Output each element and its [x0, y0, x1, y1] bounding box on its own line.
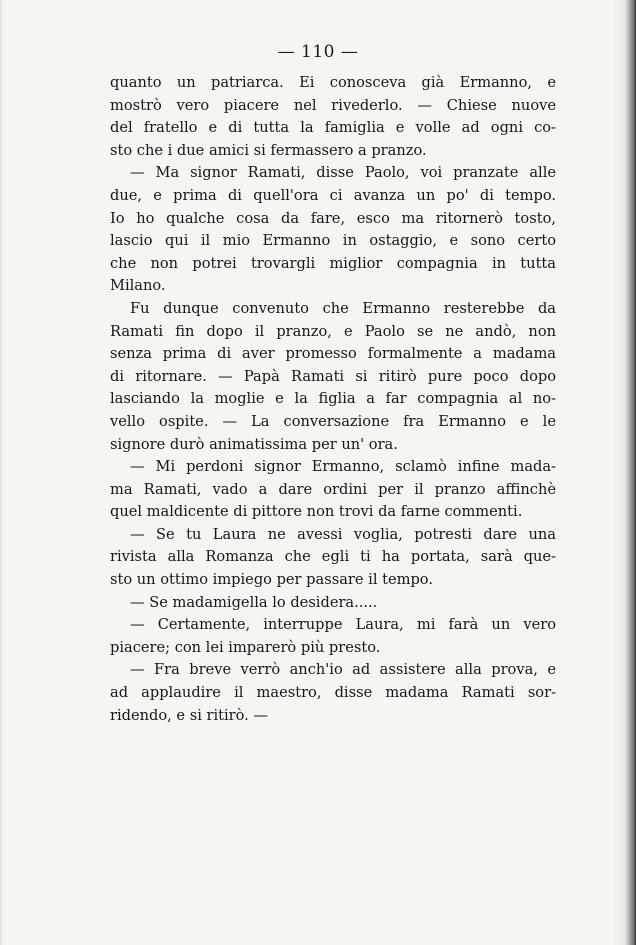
text-line: lasciando la moglie e la figlia a far compagnia al no- [110, 390, 556, 408]
paragraph [110, 162, 556, 298]
text-line: quel maldicente di pittore non trovi da farne commenti. [110, 503, 523, 521]
text-line: di ritornare. — Papà Ramati si ritirò pure poco dopo [110, 367, 556, 385]
text-line: vello ospite. — La conversazione fra Ermanno e le [110, 412, 556, 430]
text-line: lascio qui il mio Ermanno in ostaggio, e sono certo [110, 232, 556, 250]
text-line: che non potrei trovargli miglior compagnia in tutta [110, 254, 556, 272]
text-line: — Certamente, interruppe Laura, mi farà un vero [130, 616, 556, 634]
text-line: del fratello e di tutta la famiglia e volle ad ogni co- [110, 119, 556, 137]
text-line: Io ho qualche cosa da fare, esco ma ritornerò tosto, [110, 209, 556, 227]
page-left-edge-shadow [0, 0, 4, 945]
text-line: Fu dunque convenuto che Ermanno resterebbe da [130, 299, 556, 317]
text-line: signore durò animatissima per un' ora. [110, 435, 398, 453]
text-line: sto che i due amici si fermassero a pranzo. [110, 141, 427, 159]
text-line: quanto un patriarca. Ei conosceva già Ermanno, e [110, 74, 556, 91]
text-line: ma Ramati, vado a dare ordini per il pranzo affinchè [110, 480, 556, 498]
book-spine-shadow [614, 0, 636, 945]
paragraph [110, 72, 556, 162]
paragraph [110, 524, 556, 592]
text-line: — Ma signor Ramati, disse Paolo, voi pranzate alle [130, 164, 556, 182]
text-line: Milano. [110, 277, 166, 295]
text-line: ad applaudire il maestro, disse madama Ramati sor- [110, 684, 556, 702]
paragraph [110, 592, 556, 615]
text-line: piacere; con lei imparerò più presto. [110, 638, 381, 656]
paragraph [110, 456, 556, 524]
body-text [110, 72, 556, 727]
text-line: — Se tu Laura ne avessi voglia, potresti dare una [130, 525, 556, 543]
text-line: — Mi perdoni signor Ermanno, sclamò infine mada- [130, 458, 556, 476]
text-line: — Se madamigella lo desidera..... [130, 593, 378, 611]
paragraph [110, 614, 556, 659]
text-line: — Fra breve verrò anch'io ad assistere alla prova, e [130, 661, 556, 679]
text-line: sto un ottimo impiego per passare il tempo. [110, 571, 433, 589]
text-line: mostrò vero piacere nel rivederlo. — Chiese nuove [110, 96, 556, 114]
paragraph [110, 659, 556, 727]
text-line: Ramati fin dopo il pranzo, e Paolo se ne andò, non [110, 322, 556, 340]
paragraph [110, 298, 556, 456]
text-line: due, e prima di quell'ora ci avanza un po' di tempo. [110, 186, 556, 204]
page-number: — 110 — [277, 42, 359, 62]
text-line: rivista alla Romanza che egli ti ha portata, sarà que- [110, 548, 556, 566]
text-line: ridendo, e si ritirò. — [110, 706, 269, 724]
text-line: senza prima di aver promesso formalmente a madama [110, 345, 556, 363]
